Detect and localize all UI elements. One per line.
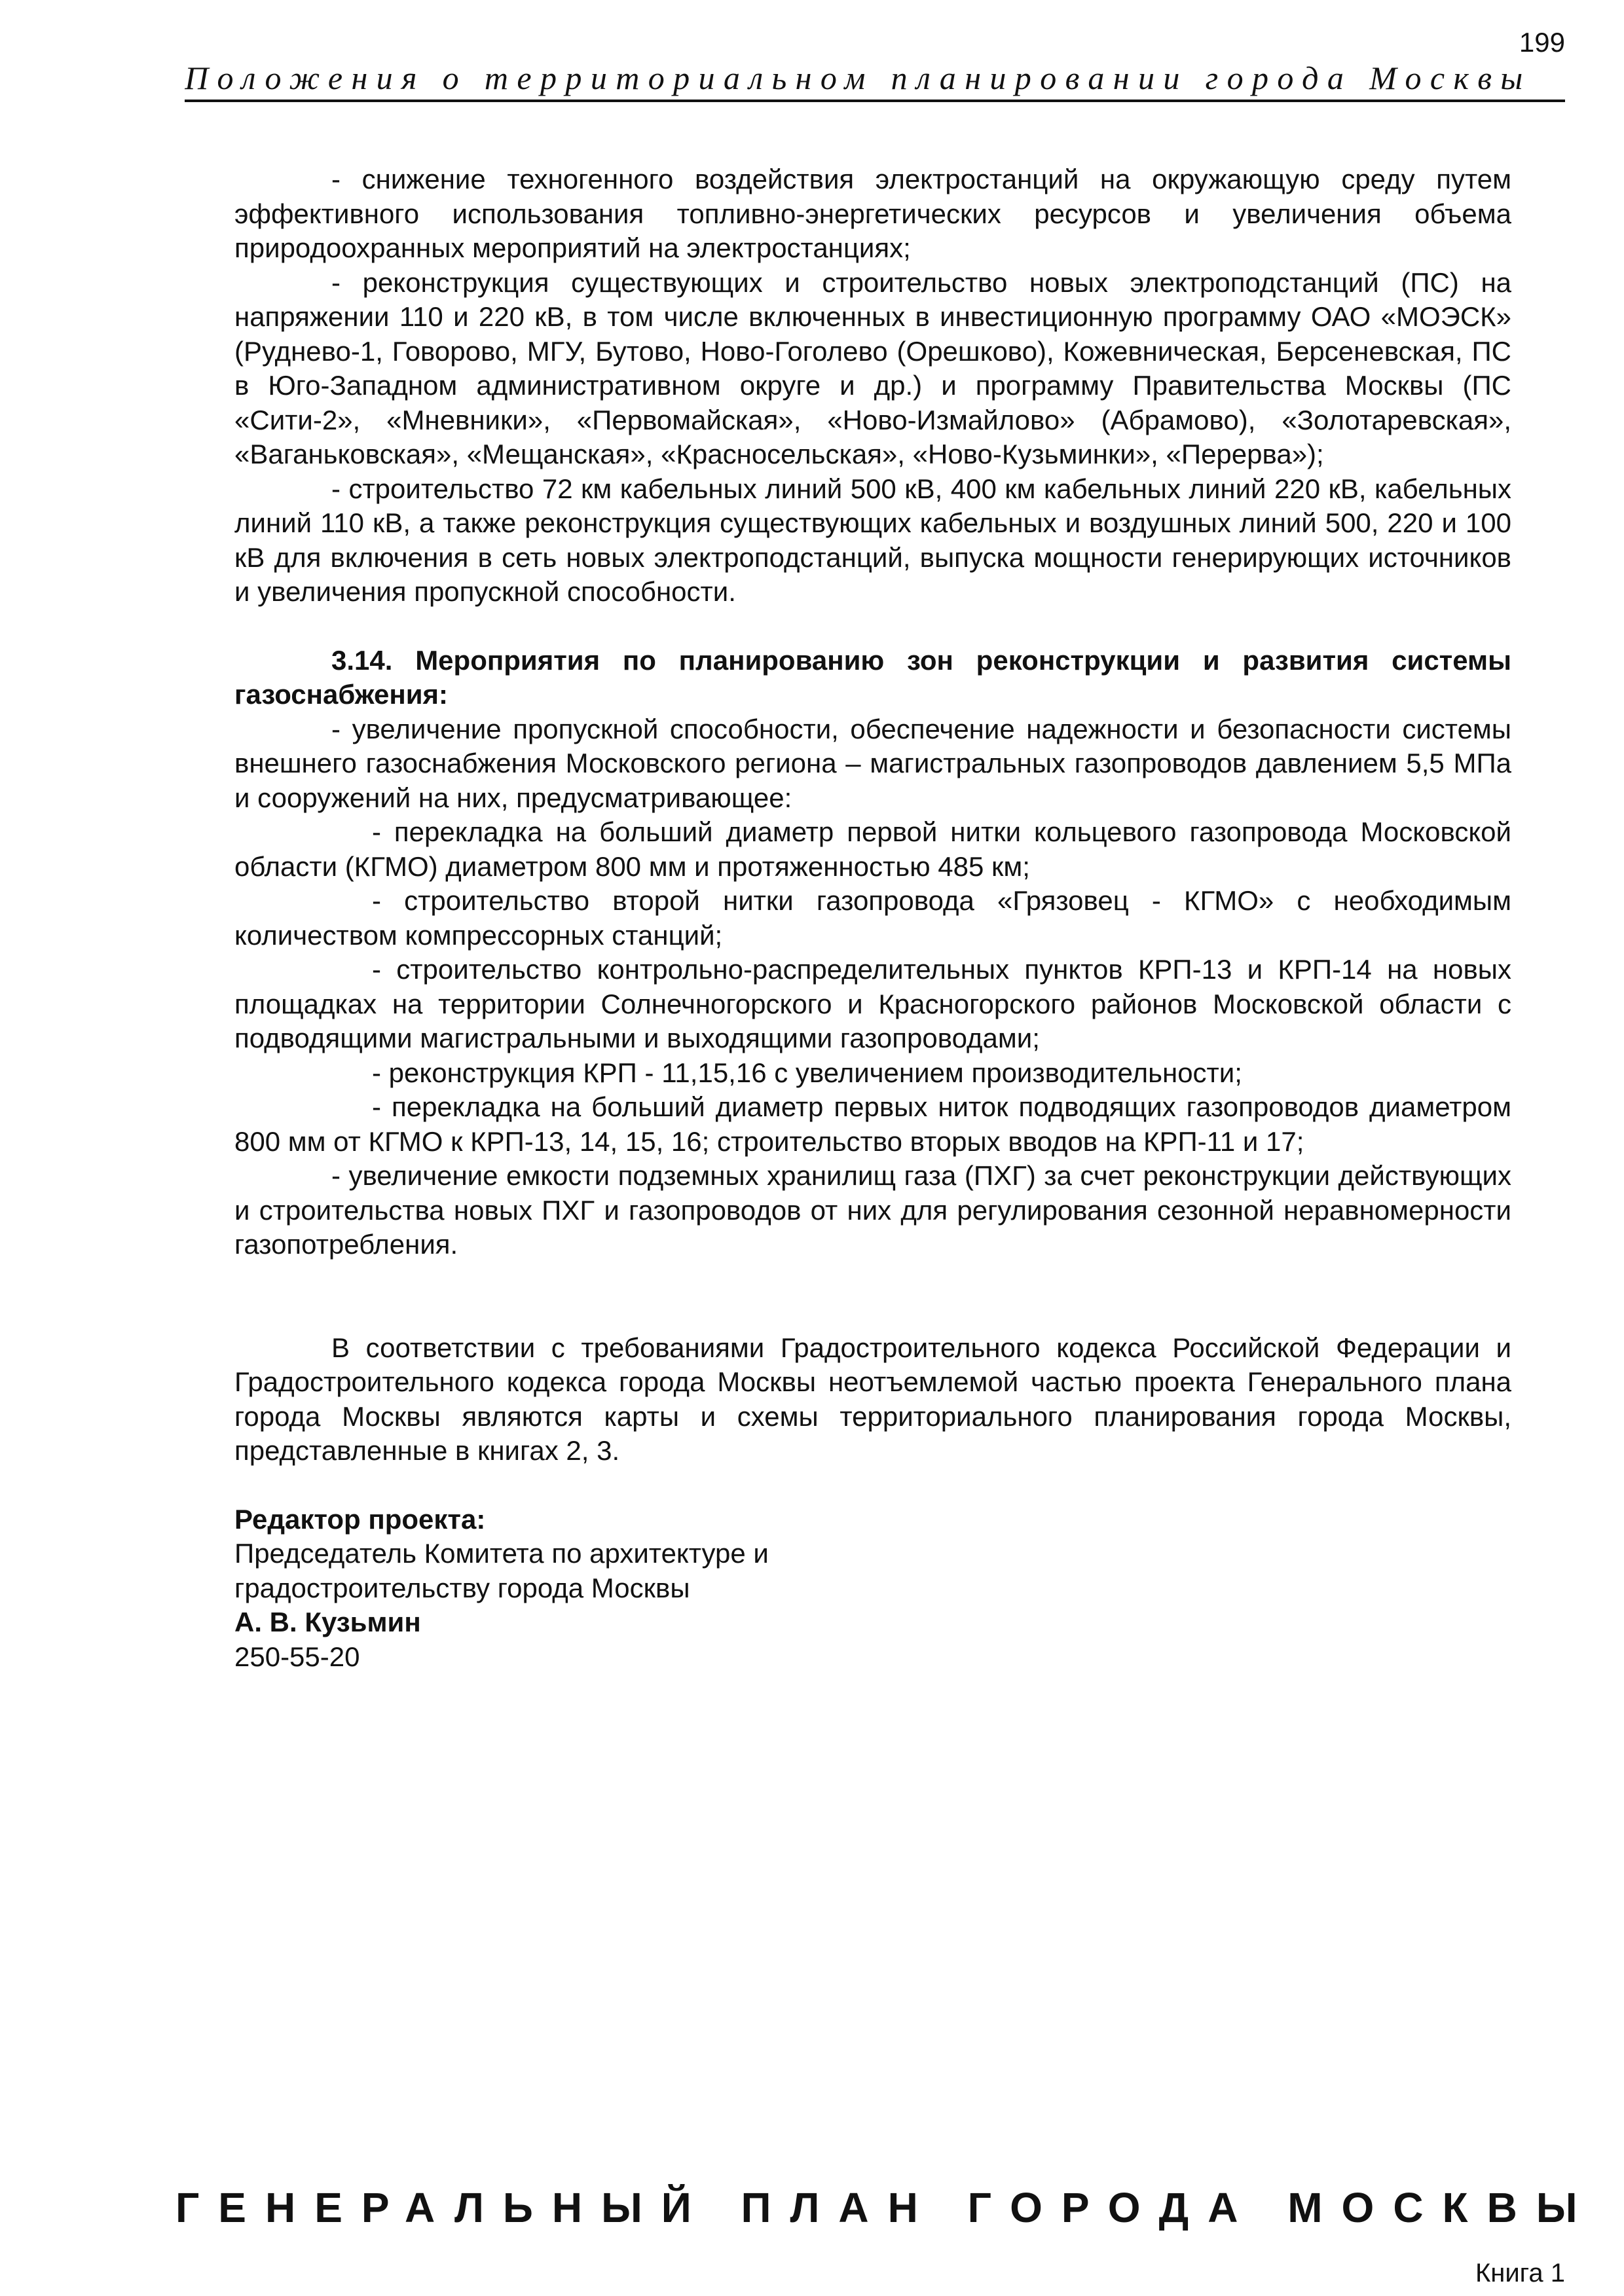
paragraph-gas-item: - строительство второй нитки газопровода «Грязовец - КГМО» с необходимым количеством компрессорных станций; — [234, 885, 1511, 951]
paragraph-gas-intro: - увеличение пропускной способности, обеспечение надежности и безопасности системы внешнего газоснабжения Московского региона – магистральных газопроводов давлением 5,5 МПа и сооружений на них, предусматривающее: — [234, 713, 1511, 813]
paragraph-gas-item: - перекладка на больший диаметр первых ниток подводящих газопроводов диаметром 800 мм от КГМО к КРП-13, 14, 15, 16; строительство вторых вводов на КРП-11 и 17; — [234, 1091, 1511, 1157]
footer-title: ГЕНЕРАЛЬНЫЙ ПЛАН ГОРОДА МОСКВЫ — [175, 2184, 1596, 2231]
closing-paragraph: В соответствии с требованиями Градостроительного кодекса Российской Федерации и Градостроительного кодекса города Москвы неотъемлемой частью проекта Генерального плана города Москвы являются карты и схемы территориального планирования города Москвы, представленные в книгах 2, 3. — [234, 1332, 1511, 1466]
editor-block — [234, 1503, 1511, 1675]
editor-label: Редактор проекта: — [234, 1503, 486, 1535]
section-heading: 3.14. Мероприятия по планированию зон реконструкции и развития системы газоснабжения: — [234, 644, 1511, 710]
editor-position-line2: градостроительству города Москвы — [234, 1572, 690, 1603]
footer-book-label: Книга 1 — [1475, 2259, 1565, 2287]
page-number: 199 — [1519, 27, 1565, 58]
editor-name: А. В. Кузьмин — [234, 1607, 421, 1637]
paragraph-gas-item: - строительство контрольно-распределительных пунктов КРП-13 и КРП-14 на новых площадках на территории Солнечногорского и Красногорского районов Московской области с подводящими магистральными и выходящими газопроводами; — [234, 954, 1511, 1053]
header-rule — [185, 100, 1565, 102]
paragraph-gas-item: - реконструкция КРП - 11,15,16 с увеличением производительности; — [372, 1057, 1242, 1088]
paragraph-substations: - реконструкция существующих и строительство новых электроподстанций (ПС) на напряжении 110 и 220 кВ, в том числе включенных в инвестиционную программу ОАО «МОЭСК» (Руднево-1, Говорово, МГУ, Бутово, Ново-Гоголево (Орешково), Кожевническая, Берсеневская, ПС в Юго-Западном административном округе и др.) и программу Правительства Москвы (ПС «Сити-2», «Мневники», «Первомайская», «Ново-Измайлово» (Абрамово), «Золотаревская», «Ваганьковская», «Мещанская», «Красносельская», «Ново-Кузьминки», «Перерва»); — [234, 266, 1511, 469]
editor-position-line1: Председатель Комитета по архитектуре и — [234, 1538, 769, 1569]
editor-phone: 250-55-20 — [234, 1641, 360, 1672]
paragraph-cable-lines: - строительство 72 км кабельных линий 500 кВ, 400 км кабельных линий 220 кВ, кабельных линий 110 кВ, а также реконструкция существующих кабельных и воздушных линий 500, 220 и 100 кВ для включения в сеть новых электроподстанций, выпуска мощности генерирующих источников и увеличения пропускной способности. — [234, 473, 1511, 607]
main-content — [234, 162, 1511, 1674]
running-header: Положения о территориальном планировании города Москвы — [185, 60, 1532, 96]
paragraph-gas-storage: - увеличение емкости подземных хранилищ газа (ПХГ) за счет реконструкции действующих и строительства новых ПХГ и газопроводов от них для регулирования сезонной неравномерности газопотребления. — [234, 1160, 1511, 1260]
paragraph-gas-item: - перекладка на больший диаметр первой нитки кольцевого газопровода Московской области (КГМО) диаметром 800 мм и протяженностью 485 км; — [234, 816, 1511, 882]
paragraph-power-impact: - снижение техногенного воздействия электростанций на окружающую среду путем эффективного использования топливно-энергетических ресурсов и увеличения объема природоохранных мероприятий на электростанциях; — [234, 164, 1511, 263]
